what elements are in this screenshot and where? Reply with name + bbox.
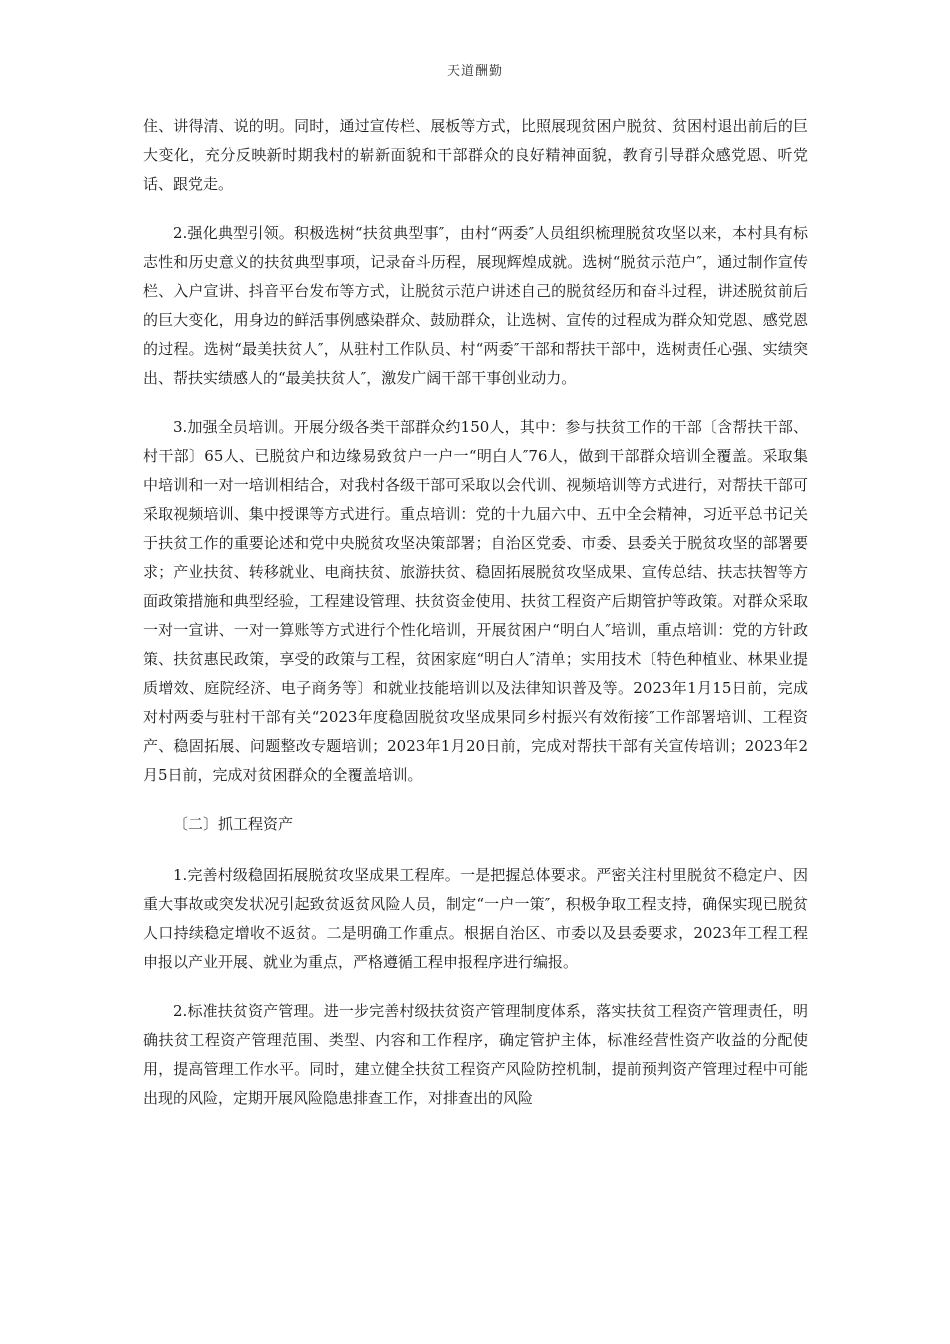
paragraph-continuation: 住、讲得清、说的明。同时，通过宣传栏、展板等方式，比照展现贫困户脱贫、贫困村退出前后的巨大变化，充分反映新时期我村的崭新面貌和干部群众的良好精神面貌，教育引导群众感党恩、听党话、跟党走。 — [143, 117, 808, 193]
paragraph-project-library: 1.完善村级稳固拓展脱贫攻坚成果工程库。一是把握总体要求。严密关注村里脱贫不稳定户、因重大事故或突发状况引起致贫返贫风险人员，制定“一户一策″，积极争取工程支持，确保实现已脱贫人口持续稳定增收不返贫。二是明确工作重点。根据自治区、市委以及县委要求，2023年工程工程申报以产业开展、就业为重点，严格遵循工程申报程序进行编报。 — [143, 866, 808, 971]
section-heading-project-assets: 〔二〕抓工程资产 — [173, 815, 294, 833]
page-header: 天道酬勤 — [446, 64, 503, 79]
paragraph-asset-management: 2.标准扶贫资产管理。进一步完善村级扶贫资产管理制度体系，落实扶贫工程资产管理责任，明确扶贫工程资产管理范围、类型、内容和工作程序，确定管护主体，标准经营性资产收益的分配使用，提高管理工作水平。同时，建立健全扶贫工程资产风险防控机制，提前预判资产管理过程中可能出现的风险，定期开展风险隐患排查工作，对排查出的风险 — [143, 1002, 808, 1107]
document-body — [143, 112, 808, 1133]
paragraph-typical-guidance: 2.强化典型引领。积极选树“扶贫典型事″，由村“两委″人员组织梳理脱贫攻坚以来，本村具有标志性和历史意义的扶贫典型事项，记录奋斗历程，展现辉煌成就。选树“脱贫示范户″，通过制作宣传栏、入户宣讲、抖音平台发布等方式，让脱贫示范户讲述自己的脱贫经历和奋斗过程，讲述脱贫前后的巨大变化，用身边的鲜活事例感染群众、鼓励群众，让选树、宣传的过程成为群众知党恩、感党恩的过程。选树“最美扶贫人″，从驻村工作队员、村“两委″干部和帮扶干部中，选树责任心强、实绩突出、帮扶实绩感人的“最美扶贫人″，激发广阔干部干事创业动力。 — [143, 224, 808, 387]
paragraph-staff-training: 3.加强全员培训。开展分级各类干部群众约150人，其中：参与扶贫工作的干部〔含帮扶干部、村干部〕65人、已脱贫户和边缘易致贫户一户一“明白人″76人，做到干部群众培训全覆盖。采取集中培训和一对一培训相结合，对我村各级干部可采取以会代训、视频培训等方式进行，对帮扶干部可采取视频培训、集中授课等方式进行。重点培训：党的十九届六中、五中全会精神，习近平总书记关于扶贫工作的重要论述和党中央脱贫攻坚决策部署；自治区党委、市委、县委关于脱贫攻坚的部署要求；产业扶贫、转移就业、电商扶贫、旅游扶贫、稳固拓展脱贫攻坚成果、宣传总结、扶志扶智等方面政策措施和典型经验，工程建设管理、扶贫资金使用、扶贫工程资产后期管护等政策。对群众采取一对一宣讲、一对一算账等方式进行个性化培训，开展贫困户“明白人″培训，重点培训：党的方针政策、扶贫惠民政策，享受的政策与工程，贫困家庭“明白人″清单；实用技术〔特色种植业、林果业提质增效、庭院经济、电子商务等〕和就业技能培训以及法律知识普及等。2023年1月15日前，完成对村两委与驻村干部有关“2023年度稳固脱贫攻坚成果同乡村振兴有效衔接″工作部署培训、工程资产、稳固拓展、问题整改专题培训；2023年1月20日前，完成对帮扶干部有关宣传培训；2023年2月5日前，完成对贫困群众的全覆盖培训。 — [143, 418, 808, 784]
